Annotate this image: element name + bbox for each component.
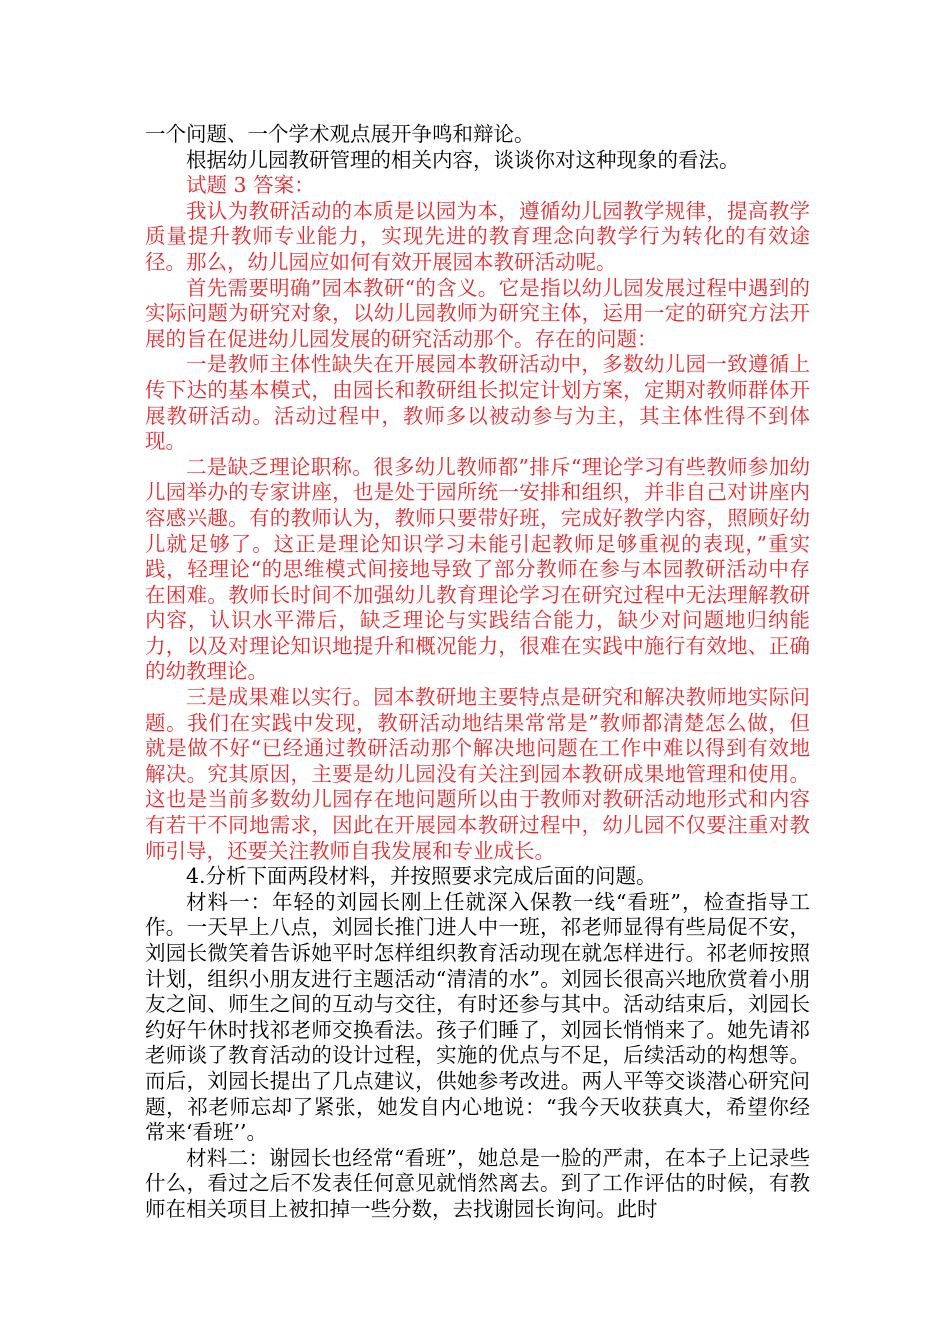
material-two: 材料二：谢园长也经常“看班”，她总是一脸的严肃，在本子上记录些什么，看过之后不发表任何意见就悄然离去。到了工作评估的时候，有教师在相关项目上被扣掉一些分数，去找谢园长询问。此时 xyxy=(145,1145,810,1221)
answer-paragraph: 二是缺乏理论职称。很多幼儿教师都”排斥“理论学习有些教师参加幼儿园举办的专家讲座，也是处于园所统一安排和组织，并非自己对讲座内容感兴趣。有的教师认为，教师只要带好班，完成好教学内容，照顾好幼儿就足够了。这正是理论知识学习未能引起教师足够重视的表现，”重实践，轻理论“的思维模式间接地导致了部分教师在参与本园教研活动中存在困难。教师长时间不加强幼儿教育理论学习在研究过程中无法理解教研内容，认识水平滞后，缺乏理论与实践结合能力，缺少对问题地归纳能力，以及对理论知识地提升和概况能力，很难在实践中施行有效地、正确的幼教理论。 xyxy=(145,454,810,684)
answer-heading: 试题 3 答案： xyxy=(186,173,315,198)
material-one: 材料一：年轻的刘园长刚上任就深入保教一线“看班”，检查指导工作。一天早上八点，刘园长推门进人中一班，祁老师显得有些局促不安，刘园长微笑着告诉她平时怎样组织教育活动现在就怎样进行。祁老师按照计划，组织小朋友进行主题活动“清清的水”。刘园长很高兴地欣赏着小朋友之间、师生之间的互动与交往，有时还参与其中。活动结束后，刘园长约好午休时找祁老师交换看法。孩子们睡了，刘园长悄悄来了。她先请祁老师谈了教育活动的设计过程，实施的优点与不足，后续活动的构想等。而后，刘园长提出了几点建议，供她参考改进。两人平等交谈潜心研究问题，祁老师忘却了紧张，她发自内心地说：“我今天收获真大，希望你经常来‘看班’’。 xyxy=(145,889,810,1145)
answer-paragraph: 三是成果难以实行。园本教研地主要特点是研究和解决教师地实际问题。我们在实践中发现，教研活动地结果常常是”教师都清楚怎么做，但就是做不好“已经通过教研活动那个解决地问题在工作中难以得到有效地解决。究其原因，主要是幼儿园没有关注到园本教研成果地管理和使用。这也是当前多数幼儿园存在地问题所以由于教师对教研活动地形式和内容有若干不同地需求，因此在开展园本教研过程中，幼儿园不仅要注重对教师引导，还要关注教师自我发展和专业成长。 xyxy=(145,685,810,863)
question-tail: 一个问题、一个学术观点展开争鸣和辩论。 xyxy=(145,122,535,146)
document-page xyxy=(145,122,810,1223)
question-prompt: 根据幼儿园教研管理的相关内容，谈谈你对这种现象的看法。 xyxy=(186,147,740,172)
answer-paragraph: 我认为教研活动的本质是以园为本，遵循幼儿园教学规律，提高教学质量提升教师专业能力，实现先进的教育理念向教学行为转化的有效途径。那么，幼儿园应如何有效开展园本教研活动呢。 xyxy=(145,198,810,274)
answer-paragraph: 首先需要明确”园本教研“的含义。它是指以幼儿园发展过程中遇到的实际问题为研究对象，以幼儿园教师为研究主体，运用一定的研究方法开展的旨在促进幼儿园发展的研究活动那个。存在的问题： xyxy=(145,275,810,351)
question4-heading: 4.分析下面两段材料，并按照要求完成后面的问题。 xyxy=(186,864,657,889)
answer-paragraph: 一是教师主体性缺失在开展园本教研活动中，多数幼儿园一致遵循上传下达的基本模式，由园长和教研组长拟定计划方案，定期对教师群体开展教研活动。活动过程中，教师多以被动参与为主，其主体性得不到体现。 xyxy=(145,352,810,454)
